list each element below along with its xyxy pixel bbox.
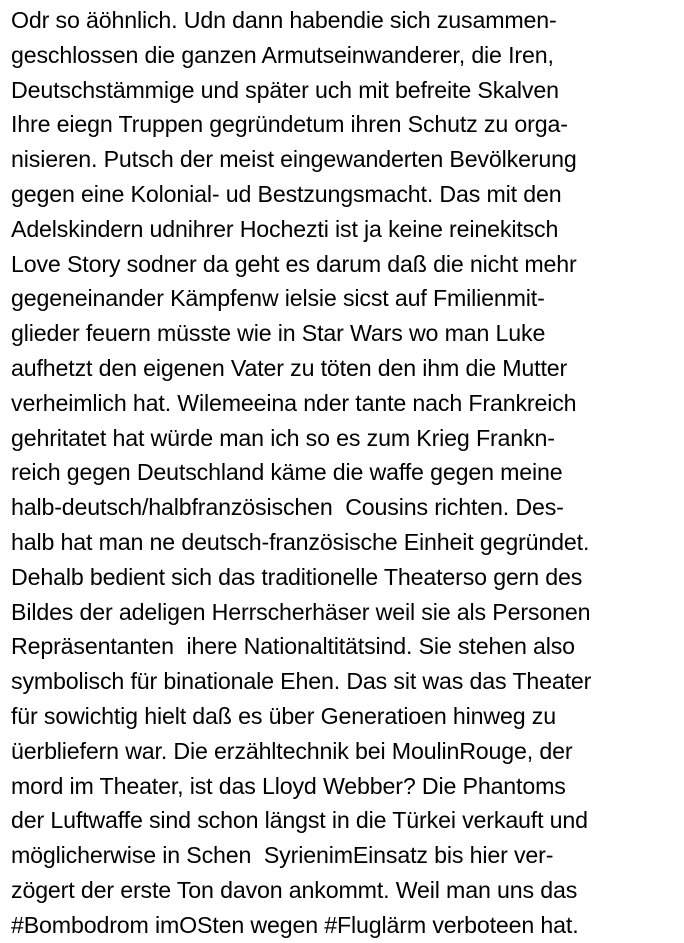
text-line: symbolisch für binationale Ehen. Das sit was das Theater	[11, 668, 592, 695]
text-line: geschlossen die ganzen Armutseinwanderer, die Iren,	[11, 41, 554, 68]
text-line: zögert der erste Ton davon ankommt. Weil man uns das	[11, 876, 578, 903]
text-line: der Luftwaffe sind schon längst in die Türkei verkauft und	[11, 807, 588, 834]
text-line: reich gegen Deutschland käme die waffe gegen meine	[11, 459, 563, 486]
text-line: gehritatet hat würde man ich so es zum Krieg Frankn-	[11, 424, 555, 451]
text-line: mord im Theater, ist das Lloyd Webber? Die Phantoms	[11, 772, 566, 799]
text-line: üerbliefern war. Die erzähltechnik bei MoulinRouge, der	[11, 737, 573, 764]
text-line: Deutschstämmige und später uch mit befreite Skalven	[11, 76, 559, 103]
text-line: halb hat man ne deutsch-französische Einheit gegründet.	[11, 528, 590, 555]
text-line: glieder feuern müsste wie in Star Wars wo man Luke	[11, 320, 546, 347]
text-line: Dehalb bedient sich das traditionelle Theaterso gern des	[11, 563, 583, 590]
text-line: verheimlich hat. Wilemeeina nder tante nach Frankreich	[11, 389, 577, 416]
text-line: für sowichtig hielt daß es über Generatioen hinweg zu	[11, 702, 556, 729]
text-line: Ihre eiegn Truppen gegründetum ihren Schutz zu orga-	[11, 111, 568, 138]
text-line: aufhetzt den eigenen Vater zu töten den ihm die Mutter	[11, 354, 568, 381]
text-line: Repräsentanten ihere Nationaltitätsind. Sie stehen also	[11, 633, 575, 660]
text-line: Odr so äöhnlich. Udn dann habendie sich zusammen-	[11, 7, 557, 33]
text-line: Adelskindern udnihrer Hochezti ist ja keine reinekitsch	[11, 215, 559, 242]
text-line: nisieren. Putsch der meist eingewanderten Bevölkerung	[11, 146, 577, 173]
text-line: Bildes der adeligen Herrscherhäser weil sie als Personen	[11, 598, 591, 625]
text-line: gegen eine Kolonial- ud Bestzungsmacht. Das mit den	[11, 180, 562, 207]
text-line: möglicherwise in Schen SyrienimEinsatz bis hier ver-	[11, 842, 554, 869]
text-line: halb-deutsch/halbfranzösischen Cousins richten. Des-	[11, 494, 564, 521]
text-line: #Bombodrom imOSten wegen #Fluglärm verboteen hat.	[11, 911, 579, 938]
text-line: gegeneinander Kämpfenw ielsie sicst auf Fmilienmit-	[11, 285, 545, 312]
text-line: Love Story sodner da geht es darum daß die nicht mehr	[11, 250, 577, 277]
body-text	[11, 3, 681, 943]
